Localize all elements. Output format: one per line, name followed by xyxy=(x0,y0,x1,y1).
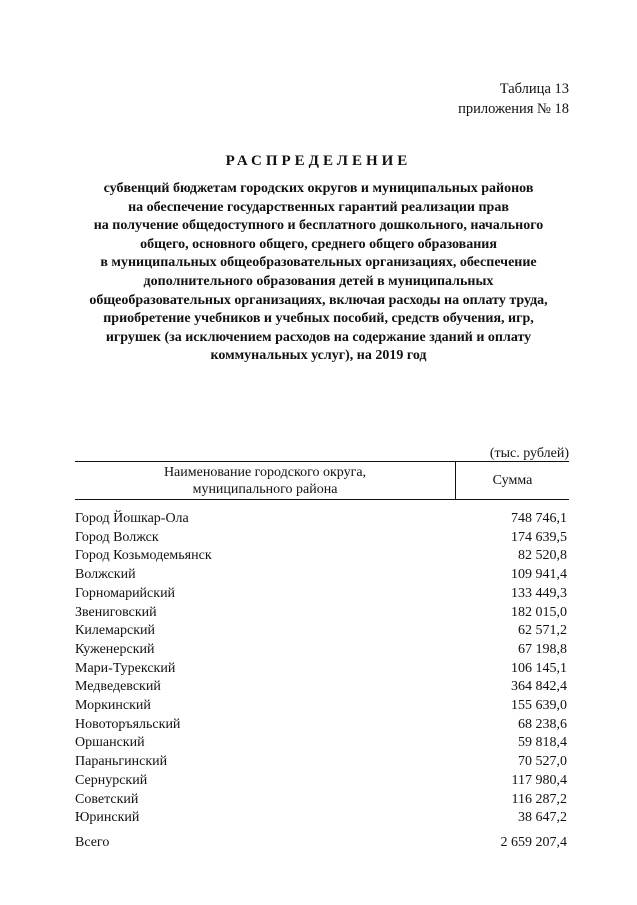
row-sum: 174 639,5 xyxy=(511,529,567,545)
column-header-name xyxy=(75,462,456,500)
table-row xyxy=(75,753,569,772)
table-row xyxy=(75,791,569,810)
row-sum: 62 571,2 xyxy=(518,623,567,639)
row-sum: 117 980,4 xyxy=(511,772,567,788)
table-row xyxy=(75,529,569,548)
subtitle-line: игрушек (за исключением расходов на содержание зданий и оплату xyxy=(105,329,532,345)
table-header-row xyxy=(75,462,569,500)
row-sum: 38 647,2 xyxy=(518,810,567,826)
row-name: Советский xyxy=(75,791,139,807)
row-sum: 109 941,4 xyxy=(511,567,567,583)
row-name: Куженерский xyxy=(75,641,155,657)
column-header-name-line: Наименование городского округа, xyxy=(163,464,367,480)
document-subtitle xyxy=(0,180,637,366)
table-row xyxy=(75,772,569,791)
table-row xyxy=(75,500,569,529)
table-row xyxy=(75,678,569,697)
row-name: Город Козьмодемьянск xyxy=(75,548,212,564)
row-name: Горномарийский xyxy=(75,585,176,601)
table-row xyxy=(75,547,569,566)
table-row xyxy=(75,585,569,604)
total-row xyxy=(75,828,569,853)
table-row xyxy=(75,809,569,828)
subtitle-line: в муниципальных общеобразовательных организациях, обеспечение xyxy=(100,255,537,271)
table-row xyxy=(75,604,569,623)
row-sum: 59 818,4 xyxy=(518,735,567,751)
subtitle-line: общего, основного общего, среднего общего образования xyxy=(140,236,497,252)
row-sum: 364 842,4 xyxy=(511,679,567,695)
row-sum: 70 527,0 xyxy=(518,754,567,770)
total-label: Всего xyxy=(75,834,110,850)
table-number: Таблица 13 xyxy=(499,81,569,97)
row-name: Медведевский xyxy=(75,679,161,695)
row-sum: 155 639,0 xyxy=(511,698,567,714)
units-label: (тыс. рублей) xyxy=(489,446,569,461)
subtitle-line: общеобразовательных организациях, включая расходы на оплату труда, xyxy=(89,292,548,308)
row-name: Юринский xyxy=(75,810,140,826)
table-row xyxy=(75,697,569,716)
table-row xyxy=(75,622,569,641)
row-name: Сернурский xyxy=(75,772,148,788)
row-sum: 116 287,2 xyxy=(511,791,567,807)
row-name: Волжский xyxy=(75,567,136,583)
row-sum: 748 746,1 xyxy=(511,511,567,526)
document-title: РАСПРЕДЕЛЕНИЕ xyxy=(225,153,412,169)
total-sum: 2 659 207,4 xyxy=(500,834,567,850)
row-name: Параньгинский xyxy=(75,754,168,770)
table-row xyxy=(75,566,569,585)
row-name: Город Волжск xyxy=(75,529,159,545)
table-row xyxy=(75,660,569,679)
table-row xyxy=(75,734,569,753)
subtitle-line: приобретение учебников и учебных пособий, средств обучения, игр, xyxy=(103,311,534,327)
row-name: Город Йошкар-Ола xyxy=(75,511,189,526)
table-row xyxy=(75,716,569,735)
subtitle-line: дополнительного образования детей в муниципальных xyxy=(143,273,494,289)
subtitle-line: коммунальных услуг), на 2019 год xyxy=(210,348,427,364)
column-header-name-line: муниципального района xyxy=(192,481,338,497)
subtitle-line: на получение общедоступного и бесплатного дошкольного, начального xyxy=(93,218,544,234)
row-sum: 68 238,6 xyxy=(518,716,567,732)
row-sum: 182 015,0 xyxy=(511,604,567,620)
row-name: Звениговский xyxy=(75,604,157,620)
row-sum: 133 449,3 xyxy=(511,585,567,601)
row-sum: 67 198,8 xyxy=(518,641,567,657)
table-reference xyxy=(458,79,569,119)
subtitle-line: на обеспечение государственных гарантий реализации прав xyxy=(128,199,509,215)
row-name: Килемарский xyxy=(75,623,156,639)
column-header-sum: Сумма xyxy=(456,462,570,500)
table-row xyxy=(75,641,569,660)
row-name: Моркинский xyxy=(75,698,151,714)
row-sum: 82 520,8 xyxy=(518,548,567,564)
row-name: Оршанский xyxy=(75,735,145,751)
appendix-reference: приложения № 18 xyxy=(458,101,569,117)
subtitle-line: субвенций бюджетам городских округов и муниципальных районов xyxy=(103,181,534,196)
row-name: Новоторъяльский xyxy=(75,716,181,732)
row-name: Мари-Турекский xyxy=(75,660,176,676)
row-sum: 106 145,1 xyxy=(511,660,567,676)
distribution-table xyxy=(75,461,569,853)
